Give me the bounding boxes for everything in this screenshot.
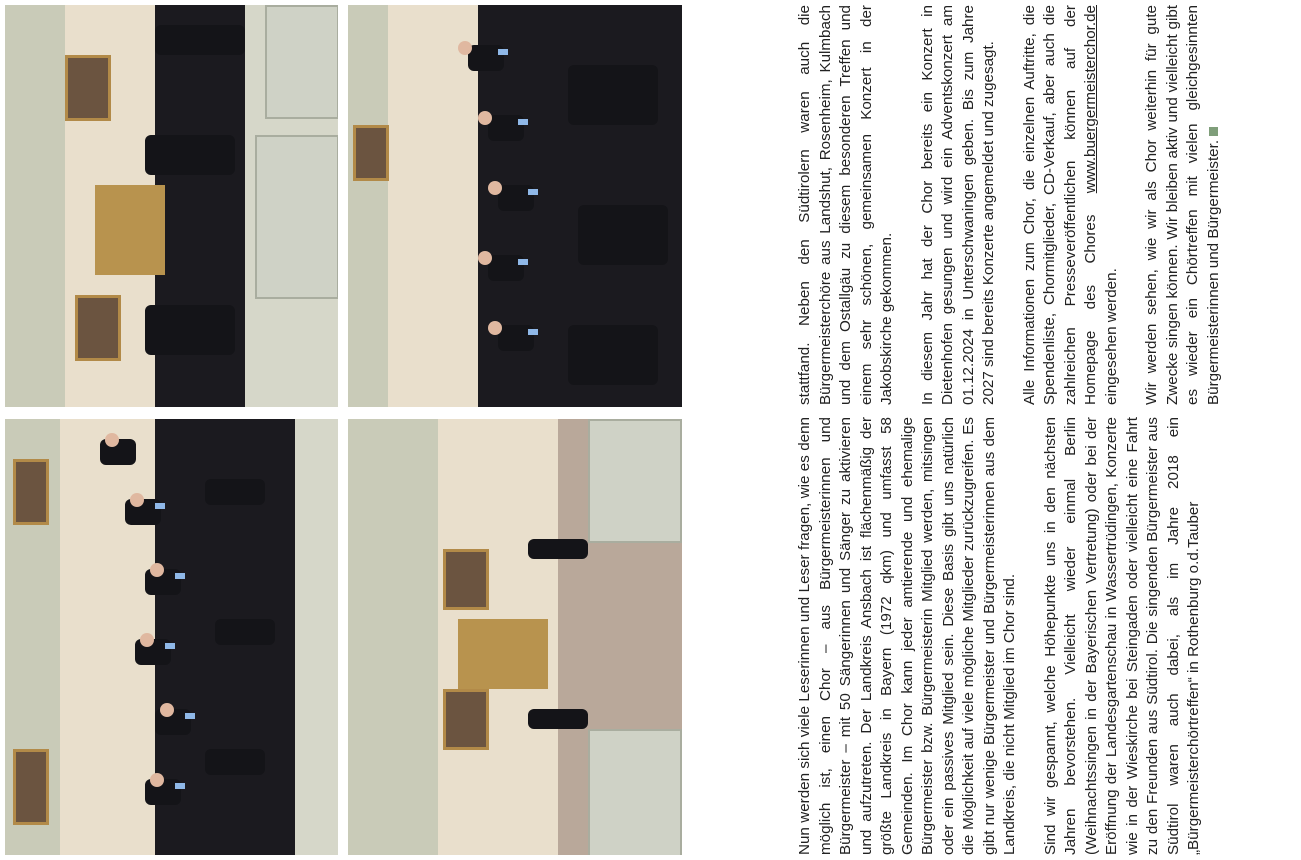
text-column-left <box>795 417 1205 855</box>
choir-photo-wide-2 <box>5 5 338 407</box>
choir-photo-close-2 <box>348 5 682 407</box>
paragraph <box>1142 5 1224 405</box>
paragraph: Sind wir gespannt, welche Höhepunkte uns in den nächsten Jahren bevorstehen. Vielleicht wieder einmal Berlin (Weihnachtssingen in der Bayerischen Vertretung) oder bei der Eröffnung der Landesgartenschau in Wassertrüdingen, Konzerte wie in der Wieskirche bei Steingaden oder vielleicht eine Fahrt zu den Freunden aus Südtirol. Die singenden Bürgermeister aus Südtirol waren auch dabei, als im Jahre 2018 ein „Bürgermeisterchörtreffen“ in Rothenburg o.d.Tauber <box>1041 417 1202 855</box>
paragraph-text: eingesehen werden. <box>1102 268 1120 405</box>
paragraph: In diesem Jahr hat der Chor bereits ein Konzert in Dietenhofen gesungen und wird ein Adventskonzert am 01.12.2024 in Unterschwaningen geben. Bis zum Jahre 2027 sind bereits Konzerte angemeldet und zugesagt. <box>918 5 997 405</box>
paragraph: Nun werden sich viele Leserinnen und Leser fragen, wie es denn möglich ist, einen Chor – aus Bürgermeisterinnen und Bürgermeister – mit 50 Sängerinnen und Sänger zu aktivieren und aufzutreten. Der Landkreis Ansbach ist flächenmäßig der größte Landkreis in Bayern (1972 qkm) und umfasst 58 Gemeinden. Im Chor kann jeder amtierende und ehemalige Bürgermeister bzw. Bürgermeisterin Mitglied werden, mitsingen oder ein passives Mitglied sein. Diese Basis gibt uns natürlich die Möglichkeit auf viele mögliche Mitglieder zurückzugreifen. Es gibt nur wenige Bürgermeister und Bürgermeisterinnen aus dem Landkreis, die nicht Mitglied im Chor sind. <box>796 417 1018 855</box>
homepage-link[interactable]: www.buergermeisterchor.de <box>1082 5 1099 194</box>
end-of-article-marker <box>1209 127 1218 136</box>
paragraph: stattfand. Neben den Südtirolern waren auch die Bürgermeisterchöre aus Landshut, Rosenheim, Kulmbach und dem Ostallgäu zu diesem besonderen Treffen und einem sehr schönen, gemeinsamen Konzert in der Jakobskirche gekommen. <box>796 5 895 405</box>
paragraph-text: Wir werden sehen, wie wir als Chor weiterhin für gute Zwecke singen können. Wir bleiben aktiv und vielleicht gibt es wieder ein Chörtreffen mit vielen gleichgesinnten Bürgermeisterinnen und Bürgermeister. <box>1143 5 1222 405</box>
paragraph <box>1020 5 1123 405</box>
text-column-right <box>795 5 1224 405</box>
choir-photo-wide-1 <box>348 419 682 855</box>
paragraph-text: Alle Informationen zum Chor, die einzelnen Auftritte, die Spendenliste, Chormitglieder, CD-Verkauf, aber auch die zahlreichen Presseveröffentlichen können auf der Homepage des Chores <box>1020 5 1099 405</box>
choir-photo-close-1 <box>5 419 338 855</box>
